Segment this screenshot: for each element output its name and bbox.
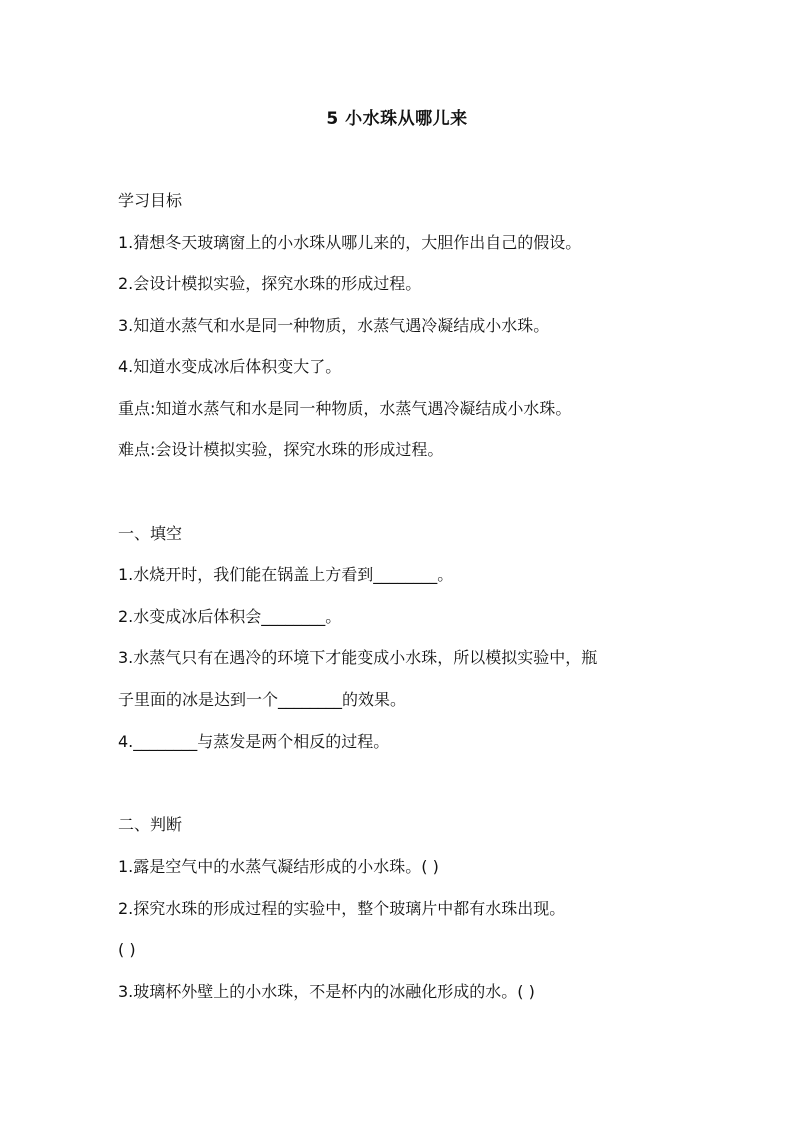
- judge-question-3: 3.玻璃杯外壁上的小水珠，不是杯内的冰融化形成的水。( ): [118, 982, 535, 1001]
- judge-question-1: 1.露是空气中的水蒸气凝结形成的小水珠。( ): [118, 857, 439, 876]
- fill-blank-heading: 一、填空: [118, 524, 183, 543]
- judge-question-2-line-1: 2.探究水珠的形成过程的实验中，整个玻璃片中都有水珠出现。: [118, 899, 566, 918]
- fill-blank-question-3-line-2: 子里面的冰是达到一个________的效果。: [118, 690, 407, 709]
- fill-blank-question-3-line-1: 3.水蒸气只有在遇冷的环境下才能变成小水珠，所以模拟实验中，瓶: [118, 648, 598, 667]
- judge-question-2-line-2: ( ): [118, 940, 136, 959]
- fill-blank-question-2: 2.水变成冰后体积会________。: [118, 607, 342, 626]
- difficult-point: 难点:会设计模拟实验，探究水珠的形成过程。: [118, 440, 444, 459]
- objective-item-4: 4.知道水变成冰后体积变大了。: [118, 357, 342, 376]
- objective-item-3: 3.知道水蒸气和水是同一种物质，水蒸气遇冷凝结成小水珠。: [118, 316, 550, 335]
- objective-item-2: 2.会设计模拟实验，探究水珠的形成过程。: [118, 274, 422, 293]
- judge-heading: 二、判断: [118, 815, 183, 834]
- objective-item-1: 1.猜想冬天玻璃窗上的小水珠从哪儿来的，大胆作出自己的假设。: [118, 233, 582, 252]
- objectives-heading: 学习目标: [118, 191, 183, 210]
- fill-blank-question-4: 4.________与蒸发是两个相反的过程。: [118, 732, 390, 751]
- lesson-title: 5 小水珠从哪儿来: [326, 109, 468, 129]
- fill-blank-question-1: 1.水烧开时，我们能在锅盖上方看到________。: [118, 565, 454, 584]
- key-point: 重点:知道水蒸气和水是同一种物质，水蒸气遇冷凝结成小水珠。: [118, 399, 572, 418]
